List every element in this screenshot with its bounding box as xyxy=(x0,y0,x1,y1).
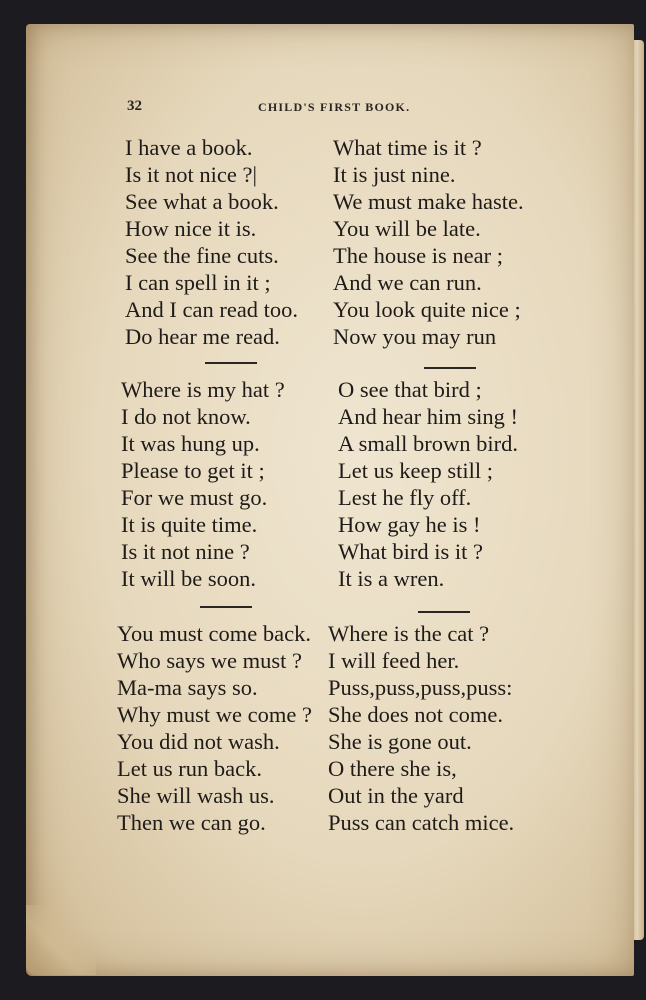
verse-line: It was hung up. xyxy=(121,431,260,456)
verse-line: Who says we must ? xyxy=(117,648,302,673)
verse-line: I will feed her. xyxy=(328,648,460,673)
section-divider xyxy=(205,362,257,364)
right-column xyxy=(338,376,518,592)
verse-line: A small brown bird. xyxy=(338,431,518,456)
verse-line: The house is near ; xyxy=(333,243,503,268)
right-column xyxy=(328,620,514,836)
verse-line: And we can run. xyxy=(333,270,482,295)
verse-line: Is it not nice ?| xyxy=(125,162,257,187)
verse-line: Then we can go. xyxy=(117,810,266,835)
verse-line: You look quite nice ; xyxy=(333,297,521,322)
verse-line: O see that bird ; xyxy=(338,377,482,402)
verse-line: We must make haste. xyxy=(333,189,524,214)
page-header xyxy=(0,98,646,118)
verse-line: She is gone out. xyxy=(328,729,472,754)
verse-line: She does not come. xyxy=(328,702,503,727)
section-divider xyxy=(424,367,476,369)
verse-line: Please to get it ; xyxy=(121,458,265,483)
verse-line: Ma-ma says so. xyxy=(117,675,258,700)
page-number: 32 xyxy=(127,98,142,114)
running-head: CHILD'S FIRST BOOK. xyxy=(258,100,411,114)
section-divider xyxy=(200,606,252,608)
verse-line: I do not know. xyxy=(121,404,251,429)
verse-line: Why must we come ? xyxy=(117,702,312,727)
verse-line: Is it not nine ? xyxy=(121,539,250,564)
verse-line: Do hear me read. xyxy=(125,324,280,349)
left-column xyxy=(125,134,298,350)
verse-line: How gay he is ! xyxy=(338,512,481,537)
page-corner-wear xyxy=(26,905,96,975)
left-column xyxy=(117,620,312,836)
left-column xyxy=(121,376,285,592)
verse-line: Puss,puss,puss,puss: xyxy=(328,675,513,700)
verse-line: You did not wash. xyxy=(117,729,280,754)
verse-line: You will be late. xyxy=(333,216,481,241)
verse-line: It is just nine. xyxy=(333,162,456,187)
verse-line: See the fine cuts. xyxy=(125,243,279,268)
verse-line: How nice it is. xyxy=(125,216,257,241)
verse-line: It will be soon. xyxy=(121,566,256,591)
verse-line: What time is it ? xyxy=(333,135,482,160)
verse-line: I have a book. xyxy=(125,135,253,160)
right-column xyxy=(333,134,524,350)
verse-line: What bird is it ? xyxy=(338,539,483,564)
verse-line: She will wash us. xyxy=(117,783,275,808)
verse-line: Lest he fly off. xyxy=(338,485,472,510)
verse-line: Let us keep still ; xyxy=(338,458,493,483)
section-divider xyxy=(418,611,470,613)
verse-line: Puss can catch mice. xyxy=(328,810,515,835)
verse-line: And I can read too. xyxy=(125,297,299,322)
verse-line: It is quite time. xyxy=(121,512,258,537)
verse-line: I can spell in it ; xyxy=(125,270,271,295)
verse-line: And hear him sing ! xyxy=(338,404,518,429)
verse-line: Where is the cat ? xyxy=(328,621,490,646)
verse-line: Now you may run xyxy=(333,324,497,349)
verse-line: You must come back. xyxy=(117,621,311,646)
verse-line: See what a book. xyxy=(125,189,279,214)
verse-line: For we must go. xyxy=(121,485,268,510)
verse-line: Let us run back. xyxy=(117,756,262,781)
verse-line: It is a wren. xyxy=(338,566,445,591)
verse-line: Where is my hat ? xyxy=(121,377,285,402)
verse-line: O there she is, xyxy=(328,756,457,781)
verse-line: Out in the yard xyxy=(328,783,464,808)
